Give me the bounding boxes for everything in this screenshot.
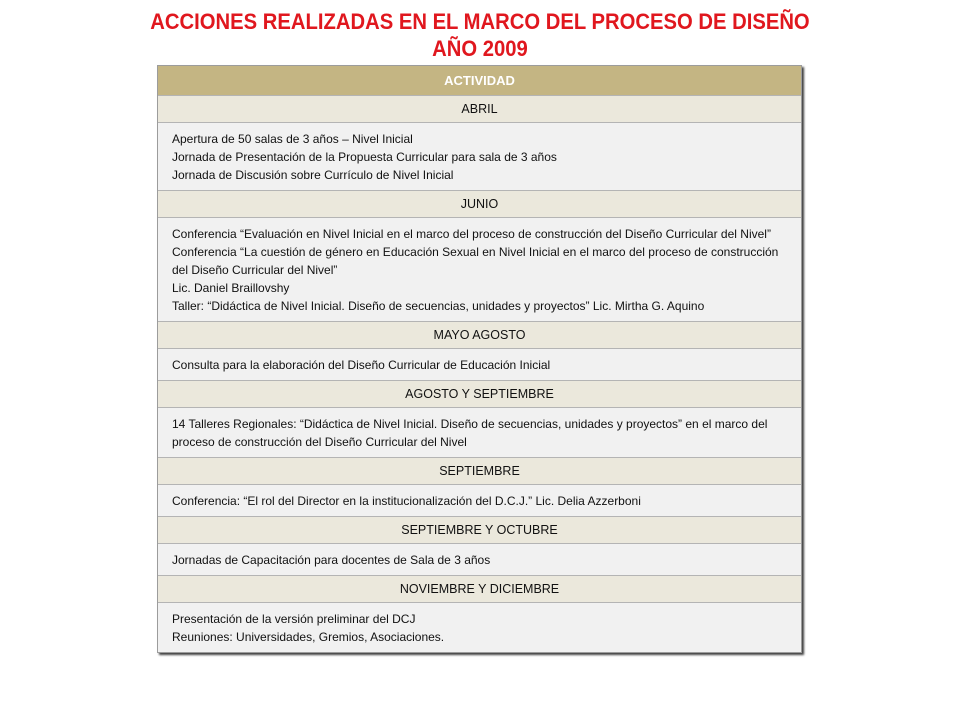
section-body-septiembre (158, 485, 801, 517)
activities-table (157, 65, 802, 653)
section-header-septiembre: SEPTIEMBRE (158, 458, 801, 485)
title-line-2: AÑO 2009 (432, 36, 528, 61)
title-line-1: ACCIONES REALIZADAS EN EL MARCO DEL PROCESO DE DISEÑO (150, 9, 810, 34)
section-header-noviembre-diciembre: NOVIEMBRE Y DICIEMBRE (158, 576, 801, 603)
section-header-junio: JUNIO (158, 191, 801, 218)
activity-line: Jornada de Discusión sobre Currículo de Nivel Inicial (172, 168, 454, 182)
page-title (38, 8, 921, 62)
section-header-abril: ABRIL (158, 96, 801, 123)
activity-line: Conferencia “Evaluación en Nivel Inicial en el marco del proceso de construcción del Diseño Curricular del Nivel” (172, 227, 771, 241)
activity-line: Presentación de la versión preliminar del DCJ (172, 612, 416, 626)
table-header: ACTIVIDAD (158, 66, 801, 96)
activity-line: Conferencia “La cuestión de género en Educación Sexual en Nivel Inicial en el marco del proceso de construcción del Diseño Curricular del Nivel” (172, 245, 779, 277)
activity-line: 14 Talleres Regionales: “Didáctica de Nivel Inicial. Diseño de secuencias, unidades y proyectos” en el marco del proceso de construcción del Diseño Curricular del Nivel (172, 417, 768, 449)
section-body-abril (158, 123, 801, 191)
section-header-septiembre-octubre: SEPTIEMBRE Y OCTUBRE (158, 517, 801, 544)
activity-line: Taller: “Didáctica de Nivel Inicial. Diseño de secuencias, unidades y proyectos” Lic. Mirtha G. Aquino (172, 299, 705, 313)
activity-line: Jornadas de Capacitación para docentes de Sala de 3 años (172, 553, 491, 567)
section-header-mayo-agosto: MAYO AGOSTO (158, 322, 801, 349)
section-header-agosto-septiembre: AGOSTO Y SEPTIEMBRE (158, 381, 801, 408)
activity-line: Consulta para la elaboración del Diseño Curricular de Educación Inicial (172, 358, 551, 372)
section-body-agosto-septiembre (158, 408, 801, 458)
section-body-noviembre-diciembre (158, 603, 801, 652)
activity-line: Apertura de 50 salas de 3 años – Nivel Inicial (172, 132, 413, 146)
activity-line: Lic. Daniel Braillovshy (172, 281, 290, 295)
section-body-septiembre-octubre (158, 544, 801, 576)
activity-line: Jornada de Presentación de la Propuesta Curricular para sala de 3 años (172, 150, 557, 164)
activity-line: Conferencia: “El rol del Director en la institucionalización del D.C.J.” Lic. Delia Azzerboni (172, 494, 641, 508)
section-body-junio (158, 218, 801, 322)
section-body-mayo-agosto (158, 349, 801, 381)
activity-line: Reuniones: Universidades, Gremios, Asociaciones. (172, 630, 445, 644)
